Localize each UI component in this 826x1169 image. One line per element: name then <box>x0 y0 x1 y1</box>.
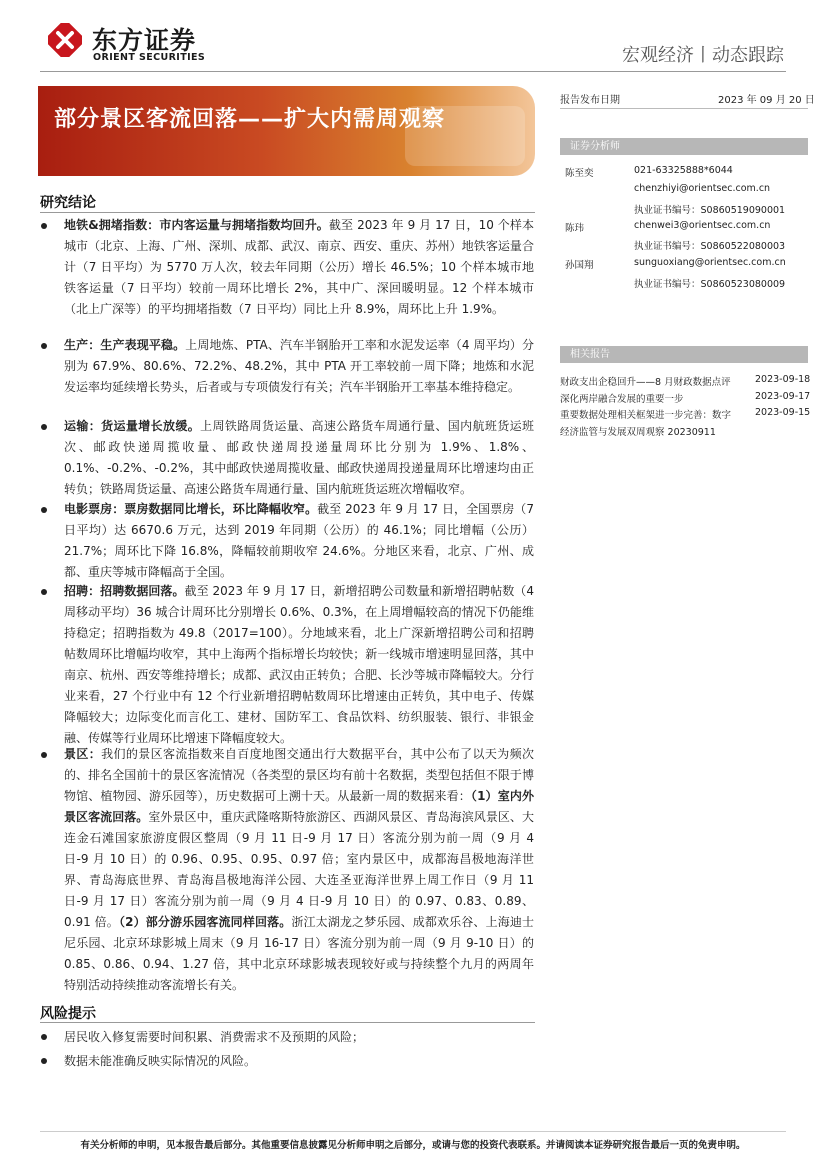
related-heading-bar <box>560 346 808 363</box>
footer-divider <box>40 1131 786 1132</box>
analyst-heading: 证券分析师 <box>570 141 620 152</box>
bullet-dot <box>41 1058 47 1064</box>
section-heading-conclusions: 研究结论 <box>40 195 96 211</box>
risk-item: 居民收入修复需要时间积累、消费需求不及预期的风险； <box>64 1030 365 1044</box>
bullet-dot <box>41 1034 47 1040</box>
conclusion-text: 上周地炼、PTA、汽车半钢胎开工率和水泥发运率（4 周平均）分别为 67.9%、80.6%、72.2%、48.2%，其中 PTA 开工率较前一周下降；地炼和水泥发运率均延续增长势头，后者或与专项债发行有关；汽车半钢胎开工率基本维持稳定。 <box>64 338 534 394</box>
bullet-dot <box>41 507 47 513</box>
related-report-title[interactable]: 财政支出企稳回升——8 月财政数据点评 <box>560 377 731 388</box>
conclusion-paragraph <box>64 215 534 341</box>
conclusion-paragraph <box>64 581 534 749</box>
brand-name-cn: 东方证券 <box>92 26 197 55</box>
conclusion-sub-text: 室外景区中，重庆武隆喀斯特旅游区、西湖风景区、青岛海滨风景区、大连金石滩国家旅游度假区整周（9 月 11 日-9 月 17 日）客流分别为前一周（9 月 4 日-9 月 10 日）的 0.96、0.95、0.95、0.97 倍；室内景区中，成都海昌极地海洋世界、青岛海底世界、青岛海昌极地海洋公园、大连圣亚海洋世界上周工作日（9 月 11 日-9 月 17 日）客流分别为前一周（9 月 4 日-9 月 10 日）的 0.97、0.83、0.89、0.91 倍。 <box>64 810 534 929</box>
footer-disclaimer: 有关分析师的申明，见本报告最后部分。其他重要信息披露见分析师申明之后部分，或请与您的投资代表联系。并请阅读本证券研究报告最后一页的免责申明。 <box>80 1140 746 1151</box>
conclusion-lead: 景区： <box>64 747 102 761</box>
section-heading-risks: 风险提示 <box>40 1006 96 1022</box>
analyst-license: 执业证书编号：S0860523080009 <box>634 279 786 290</box>
conclusion-sub-lead: （2）部分游乐园客流同样回落。 <box>118 915 292 929</box>
related-report-title[interactable]: 经济监管与发展双周观察 20230911 <box>560 427 716 438</box>
related-heading: 相关报告 <box>570 349 610 360</box>
conclusion-text: 上周铁路周货运量、高速公路货车周通行量、国内航班货运班次、邮政快递周揽收量、邮政快递周投递量周环比分别为 1.9%、1.8%、0.1%、-0.2%、-0.2%，其中邮政快递周揽收量、邮政快递周投递量周环比增速均由正转负；铁路周货运量、高速公路货车周通行量、国内航班货运班次增幅收窄。 <box>64 419 534 496</box>
analyst-name: 陈至奕 <box>565 168 594 179</box>
report-date-value: 2023 年 09 月 20 日 <box>718 95 815 106</box>
analyst-email[interactable]: sunguoxiang@orientsec.com.cn <box>634 257 786 268</box>
bullet-dot <box>41 589 47 595</box>
related-report-date: 2023-09-15 <box>755 407 811 418</box>
header-divider <box>40 71 786 72</box>
analyst-license: 执业证书编号：S0860522080003 <box>634 241 786 252</box>
analyst-phone: 021-63325888*6044 <box>634 165 733 176</box>
conclusion-lead: 生产：生产表现平稳。 <box>64 338 186 352</box>
conclusion-text: 截至 2023 年 9 月 17 日，全国票房（7 日平均）达 6670.6 万元，达到 2019 年同期（公历）的 46.1%；同比增幅（公历）21.7%；周环比下降 16.8%，降幅较前期收窄 24.6%。分地区来看，北京、广州、成都、重庆等城市降幅高于全国。 <box>64 502 534 579</box>
analyst-name: 孙国翔 <box>565 260 594 271</box>
bullet-dot <box>41 752 47 758</box>
conclusion-sub-lead: （1）室内外景区客流回落。 <box>64 789 534 824</box>
conclusion-lead: 电影票房：票房数据同比增长，环比降幅收窄。 <box>64 502 318 516</box>
date-divider <box>560 108 808 109</box>
conclusion-text: 截至 2023 年 9 月 17 日，新增招聘公司数量和新增招聘帖数（4 周移动平均）36 城合计周环比分别增长 0.6%、0.3%，在上周增幅较高的情况下仍能维持稳定；招聘指数为 49.8（2017=100）。分地域来看，北上广深新增招聘公司和招聘帖数周环比增幅均收窄，其中上海两个指标增长均较快；新一线城市增速明显回落，其中南京、杭州、西安等维持增长；成都、武汉由正转负；合肥、长沙等城市降幅较大。分行业来看，27 个行业中有 12 个行业新增招聘帖数周环比增速由正转负，其中电子、传媒降幅较大；边际变化而言化工、建材、国防军工、食品饮料、纺织服装、银行、非银金融、传媒等行业周环比增速下降幅度较大。 <box>64 584 534 745</box>
section-tag: 宏观经济丨动态跟踪 <box>622 45 784 66</box>
conclusion-sub-text: 浙江太湖龙之梦乐园、成都欢乐谷、上海迪士尼乐园、北京环球影城上周末（9 月 16-17 日）客流分别为前一周（9 月 9-10 日）的 0.85、0.86、0.94、1.27 倍，其中北京环球影城表现较好或与持续整个九月的两周年特别活动持续推动客流增长有关。 <box>64 915 534 992</box>
title-banner <box>38 86 535 176</box>
brand-logo-icon <box>48 23 82 57</box>
related-report-title[interactable]: 重要数据处理相关框架进一步完善：数字 <box>560 410 732 421</box>
page-title: 部分景区客流回落——扩大内需周观察 <box>54 107 446 132</box>
conclusion-paragraph <box>64 499 534 583</box>
bullet-dot <box>41 343 47 349</box>
conclusion-lead: 招聘：招聘数据回落。 <box>64 584 185 598</box>
conclusion-text: 截至 2023 年 9 月 17 日，10 个样本城市（北京、上海、广州、深圳、成都、武汉、南京、西安、重庆、苏州）地铁客运量合计（7 日平均）为 5770 万人次，较去年同期（公历）增长 46.5%；10 个样本城市地铁客运量（7 日平均）较前一周环比增长 2%，其中广、深回暖明显。12 个样本城市（北上广深等）的平均拥堵指数（7 日平均）同比上升 8.9%，周环比上升 1.9%。 <box>64 218 535 316</box>
conclusion-text: 我们的景区客流指数来自百度地图交通出行大数据平台，其中公布了以天为频次的、排名全国前十的景区客流情况（各类型的景区均有前十名数据，类型包括但不限于博物馆、植物园、游乐园等），历史数据可上溯十天。从最新一周的数据来看： <box>64 747 534 803</box>
related-report-title[interactable]: 深化两岸融合发展的重要一步 <box>560 394 684 405</box>
related-report-date: 2023-09-18 <box>755 374 811 385</box>
conclusion-paragraph <box>64 416 534 500</box>
analyst-license: 执业证书编号：S0860519090001 <box>634 205 786 216</box>
related-report-date: 2023-09-17 <box>755 391 811 402</box>
conclusion-paragraph <box>64 335 534 419</box>
conclusion-lead: 运输：货运量增长放缓。 <box>64 419 201 433</box>
bullet-dot <box>41 424 47 430</box>
bullet-dot <box>41 223 47 229</box>
conclusion-lead: 地铁&拥堵指数：市内客运量与拥堵指数均回升。 <box>64 218 329 232</box>
analyst-email[interactable]: chenzhiyi@orientsec.com.cn <box>634 183 771 194</box>
analyst-heading-bar <box>560 138 808 155</box>
risk-item: 数据未能准确反映实际情况的风险。 <box>64 1054 257 1068</box>
conclusion-paragraph <box>64 744 534 992</box>
analyst-name: 陈玮 <box>565 223 585 234</box>
section-divider <box>40 212 535 213</box>
report-date-label: 报告发布日期 <box>560 95 620 106</box>
section-divider <box>40 1022 535 1023</box>
analyst-email[interactable]: chenwei3@orientsec.com.cn <box>634 220 771 231</box>
brand-name-en: ORIENT SECURITIES <box>93 52 206 63</box>
